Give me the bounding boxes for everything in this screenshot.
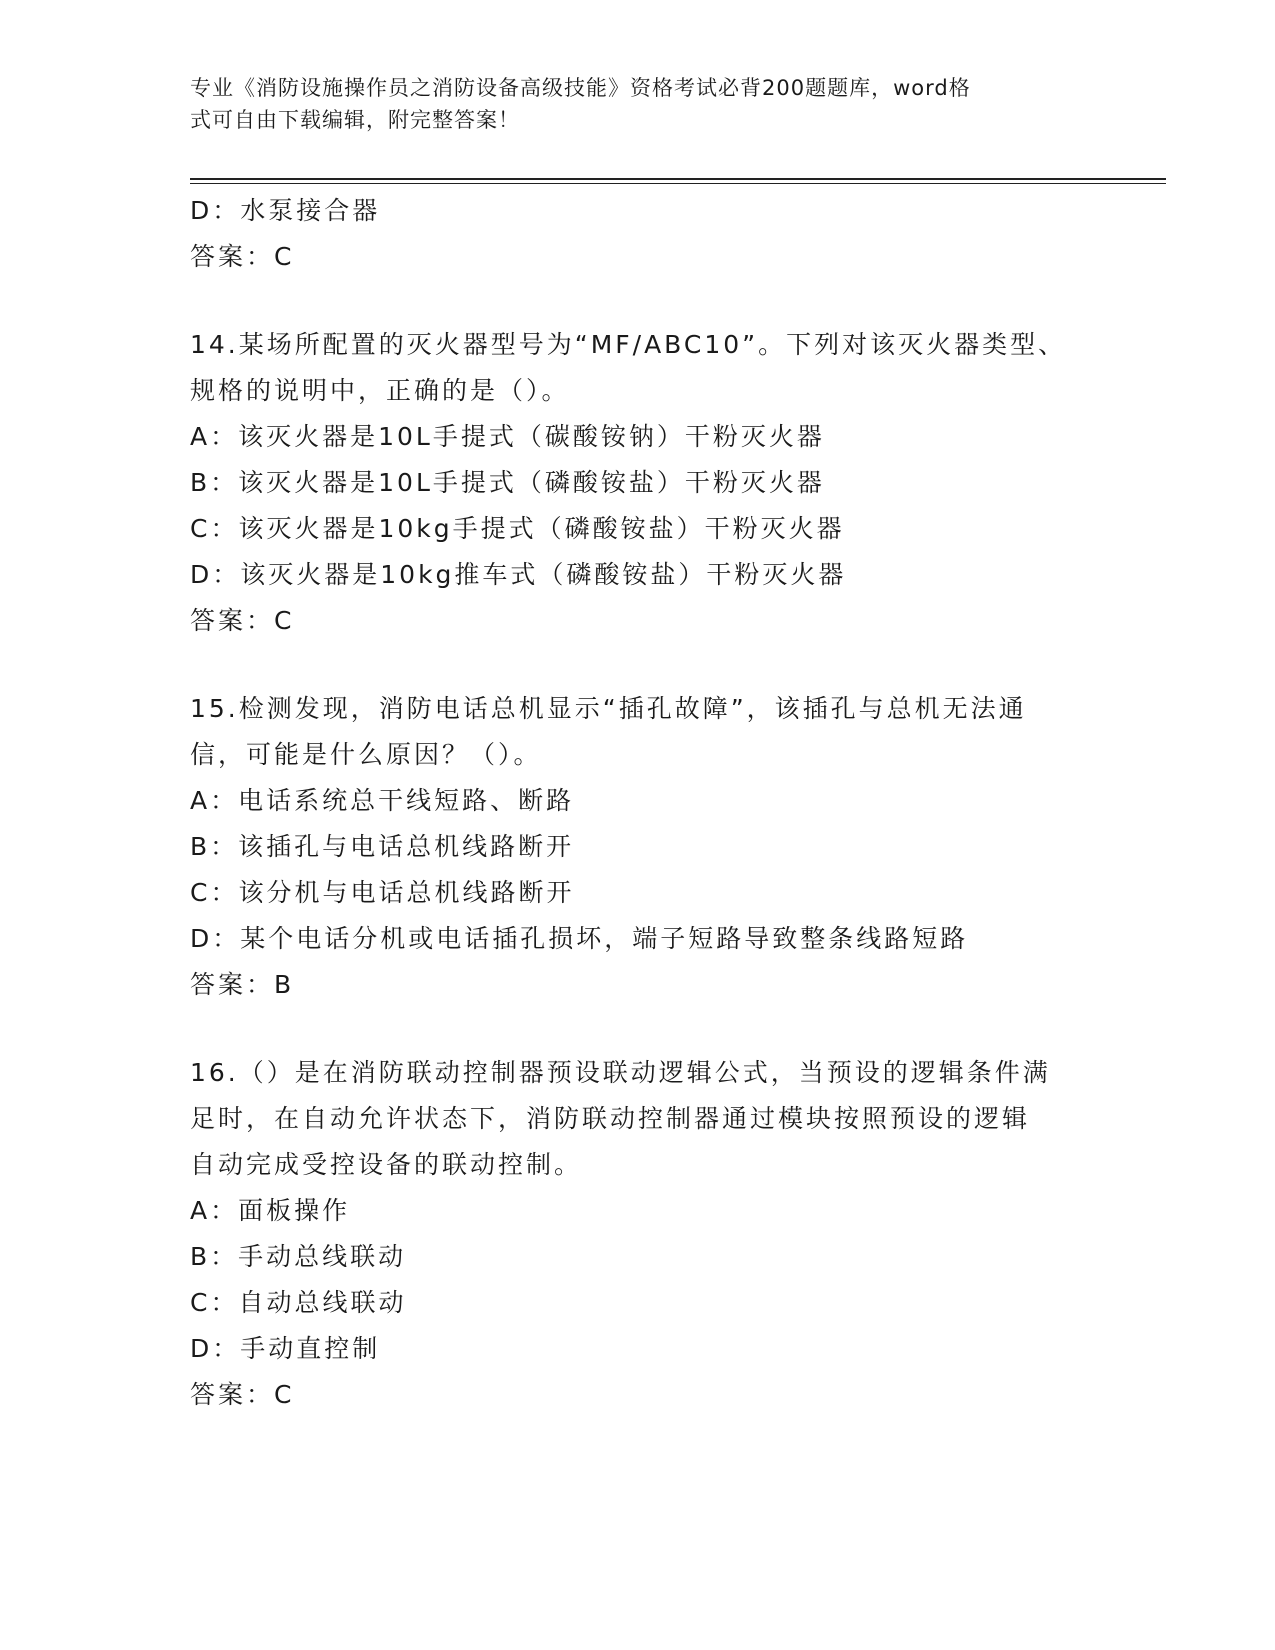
answer-line: 答案：C bbox=[190, 242, 295, 271]
header-line-1: 专业《消防设施操作员之消防设备高级技能》资格考试必背200题题库，word格 bbox=[190, 76, 971, 100]
option-c: C：该灭火器是10kg手提式（磷酸铵盐）干粉灭火器 bbox=[190, 514, 845, 543]
header-rule-thick bbox=[190, 178, 1166, 180]
option-b: B：手动总线联动 bbox=[190, 1242, 407, 1271]
question-15 bbox=[190, 686, 1090, 1008]
question-stem-line: 14.某场所配置的灭火器型号为“MF/ABC10”。下列对该灭火器类型、 bbox=[190, 330, 1067, 359]
option-a: A：电话系统总干线短路、断路 bbox=[190, 786, 575, 815]
header-rule-thin bbox=[190, 183, 1166, 184]
answer-line: 答案：C bbox=[190, 1380, 295, 1409]
option-c: C：自动总线联动 bbox=[190, 1288, 407, 1317]
answer-line: 答案：B bbox=[190, 970, 295, 999]
question-16 bbox=[190, 1050, 1090, 1418]
option-c: C：该分机与电话总机线路断开 bbox=[190, 878, 575, 907]
answer-line: 答案：C bbox=[190, 606, 295, 635]
option-b: B：该插孔与电话总机线路断开 bbox=[190, 832, 575, 861]
question-stem-line: 自动完成受控设备的联动控制。 bbox=[190, 1150, 583, 1179]
question-13-continuation bbox=[190, 188, 1090, 280]
option-d: D：某个电话分机或电话插孔损坏，端子短路导致整条线路短路 bbox=[190, 924, 969, 953]
question-stem-line: 规格的说明中，正确的是（）。 bbox=[190, 376, 570, 405]
option-d: D：该灭火器是10kg推车式（磷酸铵盐）干粉灭火器 bbox=[190, 560, 847, 589]
option-d: D：手动直控制 bbox=[190, 1334, 381, 1363]
document-header bbox=[190, 72, 1090, 136]
option-d: D：水泵接合器 bbox=[190, 196, 381, 225]
question-14 bbox=[190, 322, 1090, 644]
option-a: A：面板操作 bbox=[190, 1196, 351, 1225]
option-b: B：该灭火器是10L手提式（磷酸铵盐）干粉灭火器 bbox=[190, 468, 825, 497]
header-line-2: 式可自由下载编辑，附完整答案！ bbox=[190, 108, 520, 132]
option-a: A：该灭火器是10L手提式（碳酸铵钠）干粉灭火器 bbox=[190, 422, 825, 451]
question-stem-line: 15.检测发现，消防电话总机显示“插孔故障”，该插孔与总机无法通 bbox=[190, 694, 1027, 723]
question-stem-line: 足时，在自动允许状态下，消防联动控制器通过模块按照预设的逻辑 bbox=[190, 1104, 1031, 1133]
question-stem-line: 信，可能是什么原因？（）。 bbox=[190, 740, 542, 769]
document-body bbox=[190, 188, 1090, 1418]
question-stem-line: 16.（）是在消防联动控制器预设联动逻辑公式，当预设的逻辑条件满 bbox=[190, 1058, 1051, 1087]
